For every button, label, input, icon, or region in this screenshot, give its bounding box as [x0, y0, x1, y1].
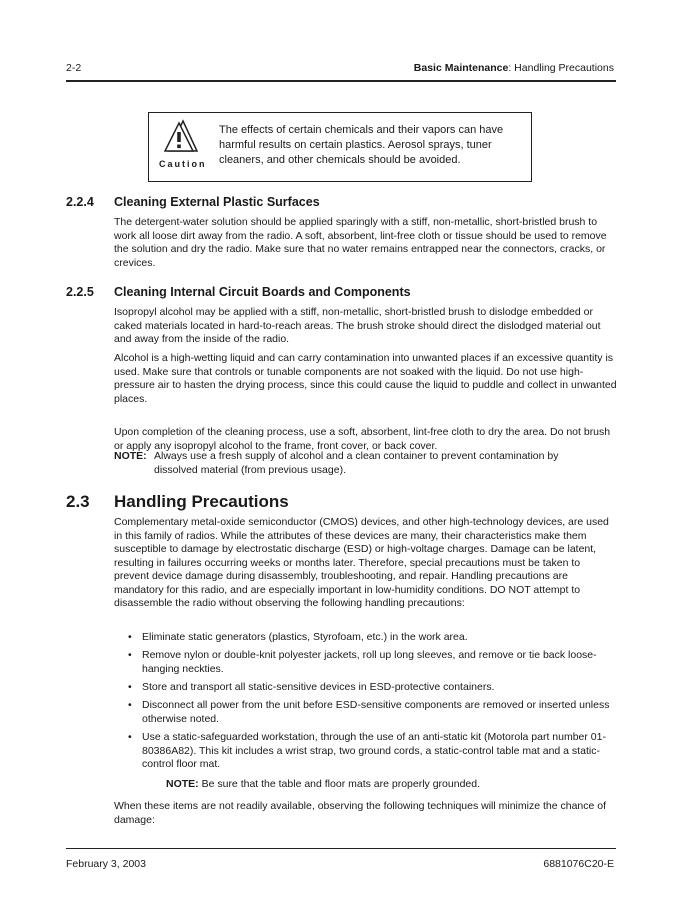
- paragraph: Complementary metal-oxide semiconductor (CMOS) devices, and other high-technology devices, are used in this family of radios. While the attributes of these devices are many, their characteristics make them susceptible to damage by electrostatic discharge (ESD) or high-voltage charges. Damage can be latent, resulting in failures occurring weeks or months later. Therefore, special precautions must be taken to prevent device damage during disassembly, troubleshooting, and repair. Handling precautions are mandatory for this radio, and are especially important in low-humidity conditions. DO NOT attempt to disassemble the radio without observing the following handling precautions:: [114, 516, 609, 609]
- bullet-icon: •: [128, 731, 132, 743]
- section-heading-2-2-5: [66, 285, 586, 301]
- paragraph: When these items are not readily available, observing the following techniques will minimize the chance of damage:: [114, 800, 607, 826]
- paragraph: Isopropyl alcohol may be applied with a stiff, non-metallic, short-bristled brush to dislodge embedded or caked materials located in hard-to-reach areas. The brush stroke should direct the dislodged material out and away from the inside of the radio.: [114, 306, 601, 345]
- header-rule: [66, 80, 616, 82]
- running-header: [414, 62, 614, 74]
- section-title: Handling Precautions: [114, 492, 289, 511]
- section-heading-2-3: [66, 492, 586, 512]
- caution-triangle-icon: [163, 119, 199, 153]
- note: [114, 450, 614, 478]
- section-number: 2.2.5: [66, 285, 94, 299]
- footer-rule: [66, 848, 616, 849]
- page-number: 2-2: [66, 62, 82, 74]
- bullet-icon: •: [128, 699, 132, 711]
- caution-label: Caution: [159, 159, 207, 169]
- caution-text: The effects of certain chemicals and their vapors can have harmful results on certain plastics. Aerosol sprays, tuner cleaners, and other chemicals should be avoided.: [219, 124, 504, 166]
- bullet-icon: •: [128, 631, 132, 643]
- section-number: 2.2.4: [66, 195, 94, 209]
- sub-note: [166, 778, 606, 792]
- bullet-icon: •: [128, 649, 132, 661]
- section-title: Cleaning External Plastic Surfaces: [114, 195, 320, 209]
- footer-doc-number: 6881076C20-E: [543, 858, 614, 870]
- paragraph: The detergent-water solution should be applied sparingly with a stiff, non-metallic, short-bristled brush to work all loose dirt away from the radio. A soft, absorbent, lint-free cloth or tissue should be used to remove the solution and dry the radio. Make sure that no water remains entrapped near the connectors, cracks, or crevices.: [114, 216, 607, 269]
- section-heading-2-2-4: [66, 195, 586, 211]
- running-header-section: Basic Maintenance: [413, 62, 509, 74]
- section-title: Cleaning Internal Circuit Boards and Components: [114, 285, 411, 299]
- note-text: Be sure that the table and floor mats are properly grounded.: [198, 778, 481, 790]
- running-header-subsection: : Handling Precautions: [508, 62, 614, 74]
- section-number: 2.3: [66, 492, 90, 511]
- note-text: Always use a fresh supply of alcohol and a clean container to prevent contamination by dissolved material (from previous usage).: [154, 450, 559, 476]
- paragraph: Upon completion of the cleaning process, use a soft, absorbent, lint-free cloth to dry the area. Do not brush or apply any isopropyl alcohol to the frame, front cover, or back cover.: [114, 426, 611, 452]
- note-label: NOTE:: [166, 778, 199, 790]
- note-label: NOTE:: [114, 450, 147, 462]
- paragraph: Alcohol is a high-wetting liquid and can carry contamination into unwanted places if an excessive quantity is used. Make sure that controls or tunable components are not soaked with the liquid. Do not use high-pressure air to hasten the drying process, since this could cause the liquid to puddle and collect in unwanted places.: [114, 352, 617, 405]
- bullet-icon: •: [128, 681, 132, 693]
- caution-box: [148, 112, 532, 182]
- footer-date: February 3, 2003: [66, 858, 146, 870]
